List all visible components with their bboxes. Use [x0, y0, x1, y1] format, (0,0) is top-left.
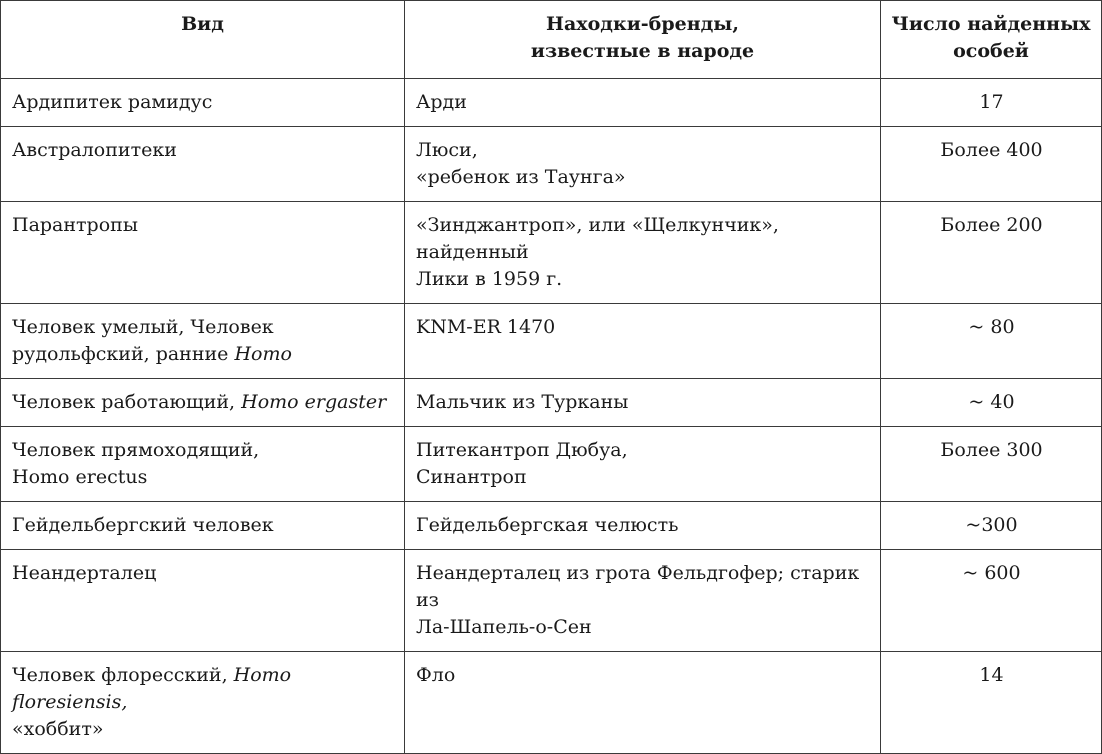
finds-cell: Мальчик из Турканы [405, 379, 881, 427]
finds-cell: KNM-ER 1470 [405, 304, 881, 379]
species-cell: Человек флоресский, Homo floresiensis, «хоббит» [1, 652, 405, 754]
count-cell: ~ 80 [881, 304, 1102, 379]
table-row [1, 304, 1102, 379]
species-cell: Человек прямоходящий, Homo erectus [1, 427, 405, 502]
table-row [1, 550, 1102, 652]
species-cell: Ардипитек рамидус [1, 79, 405, 127]
count-cell: ~ 40 [881, 379, 1102, 427]
finds-cell: Люси, «ребенок из Таунга» [405, 127, 881, 202]
count-cell: Более 200 [881, 202, 1102, 304]
finds-cell: Неандерталец из грота Фельдгофер; старик из Ла-Шапель-о-Сен [405, 550, 881, 652]
finds-cell: Фло [405, 652, 881, 754]
table-row [1, 127, 1102, 202]
header-count: Число найденных особей [881, 1, 1102, 79]
finds-cell: Гейдельбергская челюсть [405, 502, 881, 550]
species-cell: Человек умелый, Человек рудольфский, ранние Homo [1, 304, 405, 379]
finds-cell: «Зинджантроп», или «Щелкунчик», найденный Лики в 1959 г. [405, 202, 881, 304]
finds-cell: Питекантроп Дюбуа, Синантроп [405, 427, 881, 502]
count-cell: 14 [881, 652, 1102, 754]
table-row [1, 427, 1102, 502]
species-cell: Парантропы [1, 202, 405, 304]
count-cell: 17 [881, 79, 1102, 127]
species-cell: Гейдельбергский человек [1, 502, 405, 550]
count-cell: ~300 [881, 502, 1102, 550]
species-cell: Неандерталец [1, 550, 405, 652]
table-row [1, 79, 1102, 127]
header-finds: Находки-бренды, известные в народе [405, 1, 881, 79]
table-row [1, 379, 1102, 427]
count-cell: ~ 600 [881, 550, 1102, 652]
header-species: Вид [1, 1, 405, 79]
species-cell: Австралопитеки [1, 127, 405, 202]
table-row [1, 202, 1102, 304]
table-body [1, 79, 1102, 754]
species-cell: Человек работающий, Homo ergaster [1, 379, 405, 427]
count-cell: Более 300 [881, 427, 1102, 502]
table-row [1, 502, 1102, 550]
finds-cell: Арди [405, 79, 881, 127]
count-cell: Более 400 [881, 127, 1102, 202]
header-row [1, 1, 1102, 79]
table-row [1, 652, 1102, 754]
